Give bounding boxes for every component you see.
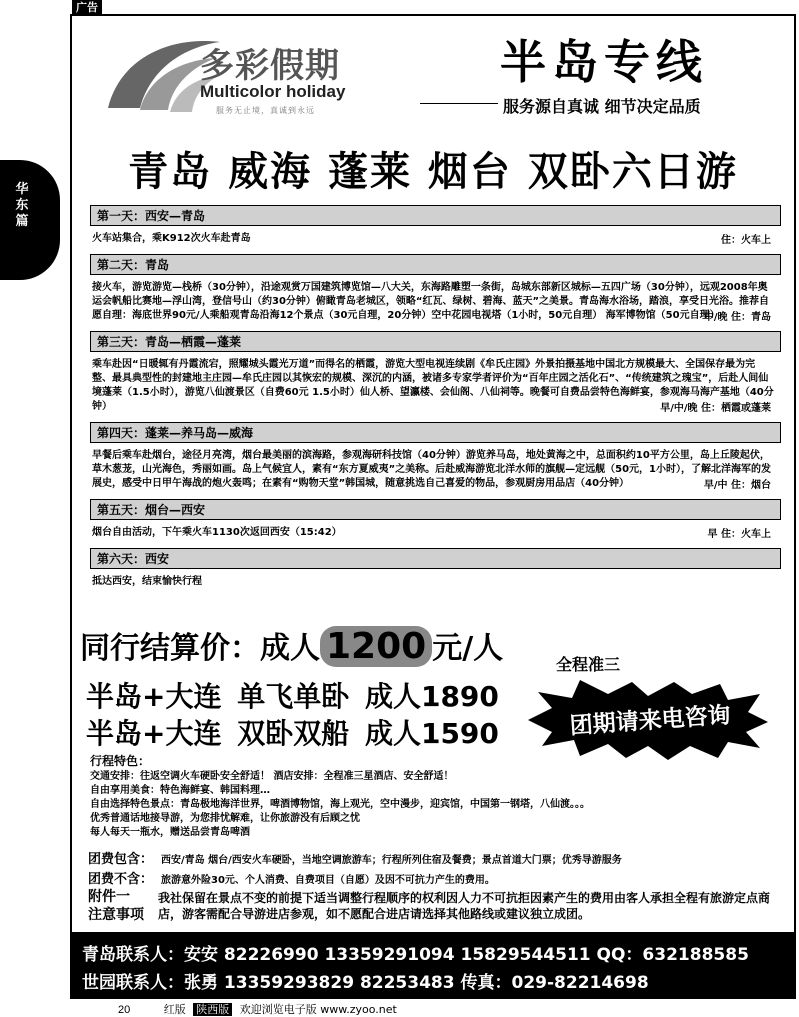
combo-offer: 半岛+大连 双卧双船 成人1590 [86, 717, 499, 750]
feature-item: 自由享用美食：特色海鲜宴、韩国料理… [90, 785, 270, 796]
day-lodging: 早/中 住：烟台 [703, 480, 771, 491]
day-heading: 第一天：西安—青岛 [90, 205, 781, 226]
day-block [90, 331, 781, 420]
day-description: 乘车赴因“日暖辄有丹霞流宕，照耀城头霞光万道”而得名的栖霞，游览大型电视连续剧《牟氏庄园》外景拍摄基地中国北方规模最大、全国保存最为完整、最具典型性的封建地主庄园—牟氏庄园以其恢宏的规模、深沉的内涵，被诸多专家学者评价为“百年庄园之活化石”、“传统建筑之瑰宝”，后赴人间仙境蓬莱（1.5小时），游览八仙渡景区（自费60元 1.5小时）仙人桥、望瀛楼、会仙阁、八仙祠等。晚餐可自费品尝特色海鲜宴，参观海马海产基地（40分钟） 早/中/晚 住：栖霞或蓬莱 [92, 359, 774, 414]
price-amount: 1200 [320, 626, 432, 667]
price-label: 同行结算价：成人 [80, 631, 320, 666]
brand-slogan: 服务源自真诚 细节决定品质 [503, 97, 701, 116]
fee-included: 团费包含： 西安/青岛 烟台/西安火车硬卧，当地空调旅游车；行程所列住宿及餐费；景点首道大门票；优秀导游服务 [88, 852, 622, 867]
ad-tag: 广告 [72, 0, 102, 16]
day-heading: 第六天：西安 [90, 548, 781, 569]
day-block [90, 422, 781, 497]
hotel-note: 全程准三 [556, 655, 621, 674]
day-description: 早餐后乘车赴烟台，途径月亮湾，烟台最美丽的滨海路，参观海研科技馆（40分钟）游览养马岛，地处黄海之中，总面积约10平方公里，岛上丘陵起伏，草木葱茏，山光海色，秀丽如画。岛上气候宜人，素有“东方夏威夷”之美称。后赴威海游览北洋水师的旗舰—定远舰（50元，1小时），了解北洋海军的发展史，感受中日甲午海战的炮火轰鸣；在素有“购物天堂”韩国城，随意挑选自己喜爱的物品，参观厨房用品店（40分钟） 早/中 住：烟台 [92, 450, 772, 491]
day-lodging: 住：火车上 [721, 235, 771, 246]
day-description: 火车站集合，乘K912次火车赴青岛 住：火车上 [92, 233, 771, 246]
group-inquiry-text: 团期请来电咨询 [568, 702, 732, 740]
brand-title: 半岛专线 [500, 35, 708, 89]
day-description: 抵达西安，结束愉快行程 [92, 576, 202, 587]
logo-subtitle: Multicolor holiday [200, 82, 346, 101]
day-lodging: 早 住：火车上 [707, 529, 771, 540]
day-heading: 第三天：青岛—栖霞—蓬莱 [90, 331, 781, 352]
day-lodging: 中/晚 住：青岛 [703, 312, 771, 323]
price-line [80, 623, 503, 667]
footer-text: 欢迎浏览电子版 www.zyoo.net [239, 1003, 397, 1016]
contact-bar [72, 932, 794, 997]
feature-item: 优秀普通话地接导游，为您排忧解难，让你旅游没有后顾之忧 [90, 813, 360, 824]
contact-line: 世园联系人：张勇 13359293829 82253483 传真：029-82214698 [82, 973, 649, 993]
combo-offer: 半岛+大连 单飞单卧 成人1890 [86, 680, 499, 713]
day-description: 烟台自由活动，下午乘火车1130次返回西安（15:42） 早 住：火车上 [92, 527, 771, 540]
edition-label: 红版 [163, 1003, 186, 1016]
edition-tag: 陕西版 [193, 1003, 232, 1016]
itinerary [90, 203, 781, 595]
day-block [90, 499, 781, 546]
page-footer [118, 1001, 397, 1017]
price-unit: 元/人 [432, 631, 504, 666]
day-heading: 第五天：烟台—西安 [90, 499, 781, 520]
logo-motto: 服务无止境，真诚到永远 [216, 106, 315, 115]
features-list [90, 770, 590, 840]
day-lodging: 早/中/晚 住：栖霞或蓬莱 [660, 403, 771, 414]
contact-line: 青岛联系人：安安 82226990 13359291094 15829544511 QQ：632188585 [82, 945, 749, 965]
notice-label: 附件一 注意事项 [88, 889, 144, 923]
feature-item: 自由选择特色景点：青岛极地海洋世界，啤酒博物馆，海上观光，空中漫步，迎宾馆，中国第一钢塔，八仙渡。。。 [90, 799, 590, 810]
section-tab-label: 华东篇 [15, 182, 29, 229]
section-tab [0, 160, 60, 280]
fee-excluded: 团费不含： 旅游意外险30元、个人消费、自费项目（自愿）及因不可抗力产生的费用。 [88, 872, 495, 887]
divider [420, 103, 498, 104]
day-block [90, 205, 781, 252]
feature-item: 每人每天一瓶水，赠送品尝青岛啤酒 [90, 827, 250, 838]
day-heading: 第四天：蓬莱—养马岛—威海 [90, 422, 781, 443]
features-title: 行程特色： [90, 754, 151, 768]
day-block [90, 254, 781, 329]
page-title: 青岛 威海 蓬莱 烟台 双卧六日游 [128, 149, 738, 195]
day-description: 接火车，游览游览—栈桥（30分钟），沿途观赏万国建筑博览馆—八大关，东海路雕塑一条街，岛城东部新区城标—五四广场（30分钟），远观2008年奥运会帆船比赛地—浮山湾，登信号山（约30分钟）俯瞰青岛老城区，领略“红瓦、绿树、碧海、蓝天”之美景。青岛海水浴场，踏浪，享受日光浴。推荐自愿自理：海底世界90元/人乘船观青岛沿海12个景点（30元自理，20分钟）空中花园电视塔（1小时，50元自理） 海军博物馆（50元自理） 中/晚 住：青岛 [92, 282, 771, 323]
notice-text: 我社保留在景点不变的前提下适当调整行程顺序的权利因人力不可抗拒因素产生的费用由客人承担全程有旅游定点商店，游客需配合导游进店参观，如不愿配合进店请选择其他路线或建议独立成团。 [158, 891, 771, 921]
page-number: 20 [118, 1004, 131, 1016]
feature-item: 交通安排：往返空调火车硬卧安全舒适！ 酒店安排：全程准三星酒店、安全舒适！ [90, 771, 454, 782]
day-block [90, 548, 781, 595]
logo-text: 多彩假期 [200, 46, 340, 86]
day-heading: 第二天：青岛 [90, 254, 781, 275]
